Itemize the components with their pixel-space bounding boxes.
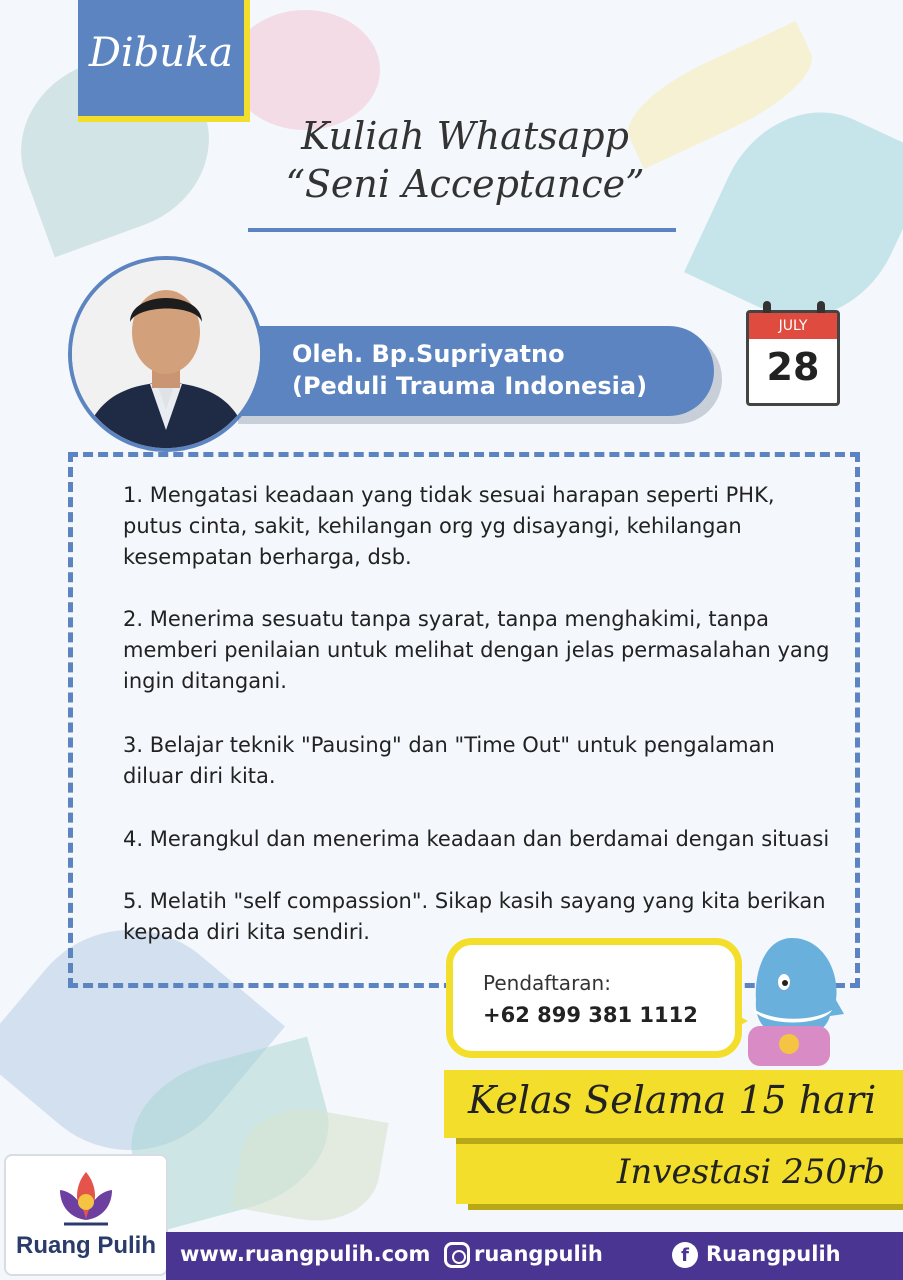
brand-name: Ruang Pulih bbox=[16, 1232, 156, 1259]
calendar-month: JULY bbox=[749, 313, 837, 339]
footer-bar bbox=[166, 1232, 903, 1280]
registration-label: Pendaftaran: bbox=[483, 971, 611, 995]
registration-bubble bbox=[446, 938, 742, 1058]
open-badge bbox=[78, 0, 250, 122]
topic-item: 1. Mengatasi keadaan yang tidak sesuai harapan seperti PHK, putus cinta, sakit, kehilangan org yg disayangi, kehilangan kesempatan berharga, dsb. bbox=[123, 483, 775, 569]
lotus-logo-icon bbox=[54, 1168, 118, 1230]
open-badge-label: Dibuka bbox=[88, 30, 234, 76]
event-title-line1: Kuliah Whatsapp bbox=[301, 114, 629, 158]
instagram-icon[interactable] bbox=[444, 1242, 470, 1268]
calendar-icon bbox=[746, 310, 840, 406]
website-link[interactable]: www.ruangpulih.com bbox=[180, 1242, 431, 1266]
topic-item: 4. Merangkul dan menerima keadaan dan berdamai dengan situasi bbox=[123, 827, 830, 851]
speaker-organization: (Peduli Trauma Indonesia) bbox=[292, 372, 648, 400]
speaker-photo bbox=[68, 256, 264, 452]
speaker-portrait-icon bbox=[72, 260, 260, 448]
event-title-line2: “Seni Acceptance” bbox=[285, 162, 645, 206]
dolphin-mascot-icon bbox=[732, 930, 852, 1070]
speaker-banner bbox=[230, 326, 714, 416]
topic-item: 3. Belajar teknik "Pausing" dan "Time Out" untuk pengalaman diluar diri kita. bbox=[123, 733, 775, 788]
registration-phone[interactable]: +62 899 381 1112 bbox=[483, 1003, 698, 1027]
instagram-handle[interactable]: ruangpulih bbox=[474, 1242, 603, 1266]
event-title bbox=[230, 112, 700, 208]
duration-text: Kelas Selama 15 hari bbox=[468, 1078, 877, 1122]
calendar-day: 28 bbox=[766, 345, 820, 389]
topic-item: 5. Melatih "self compassion". Sikap kasih sayang yang kita berikan kepada diri kita sendiri. bbox=[123, 889, 826, 944]
duration-banner bbox=[444, 1070, 903, 1138]
price-banner bbox=[456, 1144, 903, 1204]
speaker-name: Oleh. Bp.Supriyatno bbox=[292, 340, 565, 368]
facebook-icon[interactable]: f bbox=[672, 1242, 698, 1268]
topic-item: 2. Menerima sesuatu tanpa syarat, tanpa menghakimi, tanpa memberi penilaian untuk melihat dengan jelas permasalahan yang ingin ditangani. bbox=[123, 607, 830, 693]
price-text: Investasi 250rb bbox=[616, 1152, 885, 1192]
brand-logo bbox=[6, 1156, 166, 1274]
facebook-handle[interactable]: Ruangpulih bbox=[706, 1242, 841, 1266]
title-divider bbox=[248, 228, 676, 232]
